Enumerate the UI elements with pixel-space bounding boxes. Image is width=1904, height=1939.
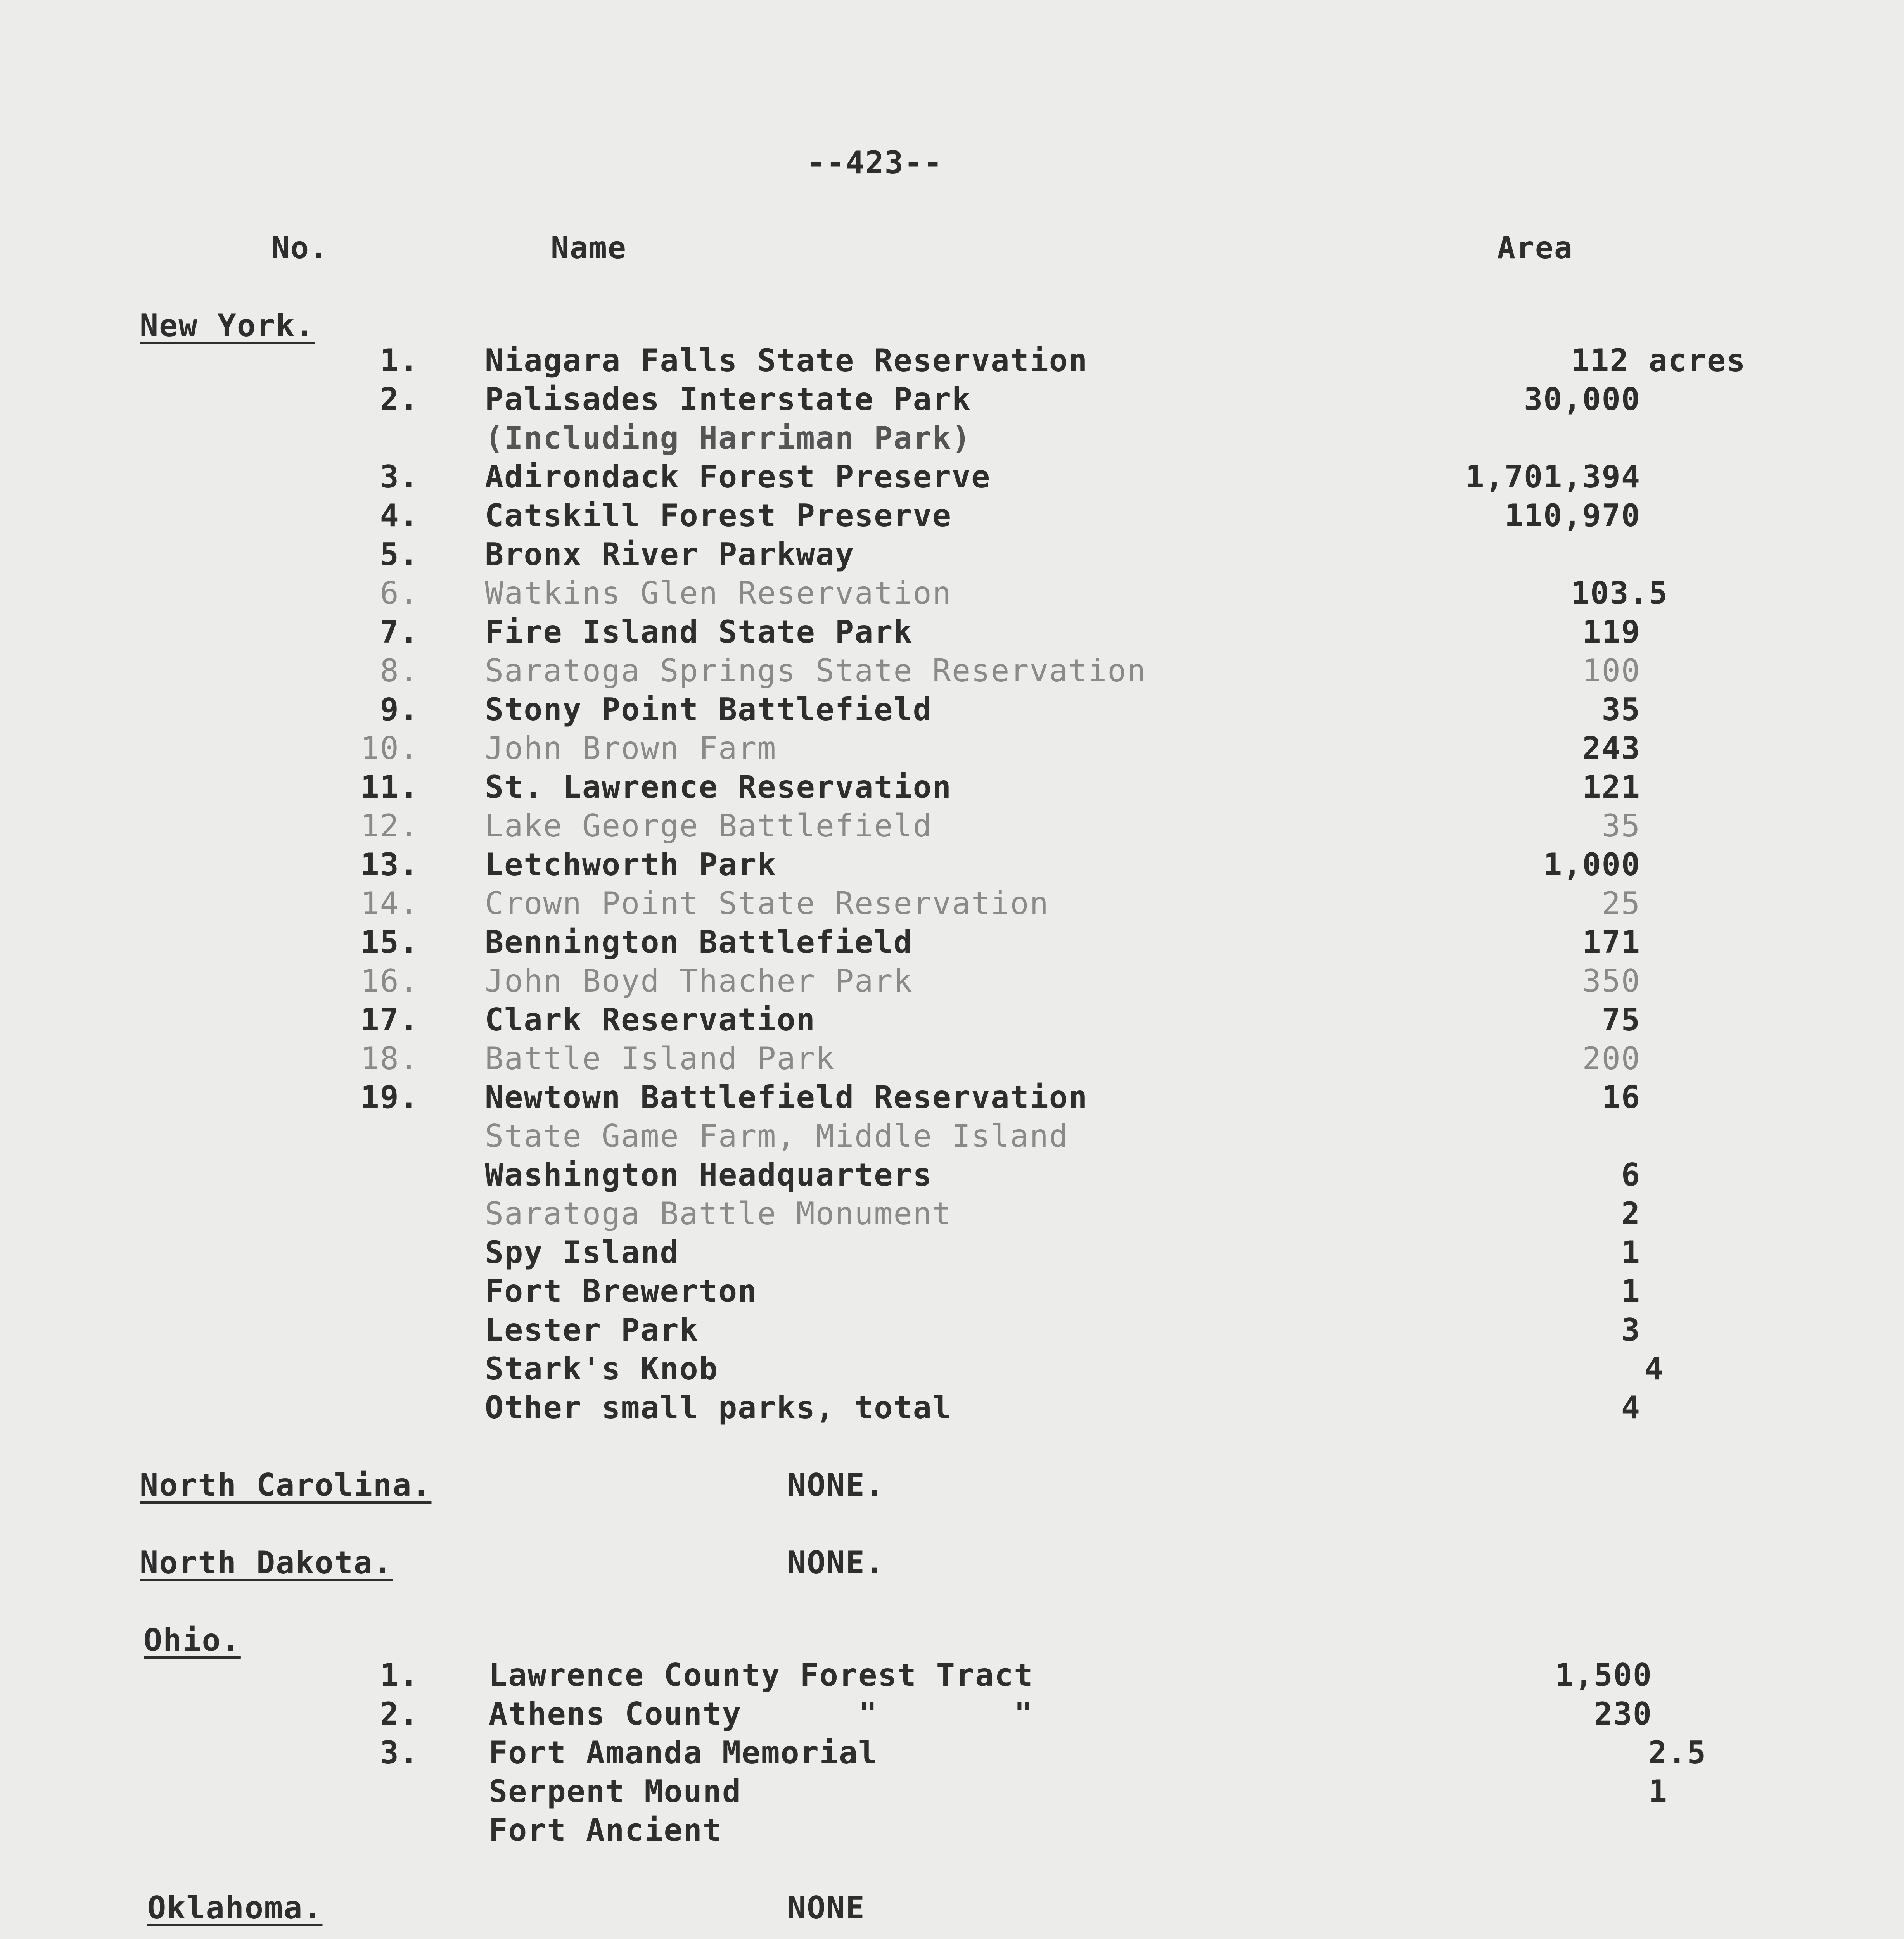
entry-name: Fire Island State Park [485,614,913,650]
entry-area: 1 [1621,1273,1641,1309]
entry-area: 100 [1582,653,1641,689]
entry-area: 171 [1582,924,1641,960]
entry-name: St. Lawrence Reservation [485,769,952,805]
state-heading-north-carolina: North Carolina. [140,1467,432,1503]
entry-name: Watkins Glen Reservation [485,575,952,611]
entry-number: 4. [380,498,419,534]
entry-name: Washington Headquarters [485,1157,932,1193]
entry-name: Other small parks, total [485,1389,952,1426]
entry-name: Stark's Knob [485,1351,718,1387]
entry-number: 8. [380,653,419,689]
entry-name: State Game Farm, Middle Island [485,1118,1069,1154]
entry-number: 1. [380,1657,419,1693]
entry-area: 1,000 [1543,847,1641,883]
entry-area: 30,000 [1524,381,1641,417]
entry-name: Letchworth Park [485,847,777,883]
entry-name: Niagara Falls State Reservation [485,342,1088,378]
entry-number: 18. [360,1040,419,1077]
entry-number: 12. [360,808,419,844]
entry-number: 3. [380,1735,419,1771]
entry-area: 200 [1582,1040,1641,1077]
north-dakota-none: NONE. [787,1545,885,1581]
entry-name: Newtown Battlefield Reservation [485,1079,1088,1115]
entry-number: 5. [380,536,419,572]
state-heading-ohio: Ohio. [144,1622,241,1658]
entry-area: 4 [1644,1351,1664,1387]
state-heading-north-dakota: North Dakota. [140,1545,393,1581]
entry-name: Saratoga Battle Monument [485,1196,952,1232]
entry-area: 2.5 [1648,1735,1707,1771]
entry-number: 2. [380,381,419,417]
header-name: Name [551,231,627,266]
entry-name: Athens County " " [489,1696,1034,1732]
entry-name: Lake George Battlefield [485,808,932,844]
entry-number: 6. [380,575,419,611]
entry-name: John Brown Farm [485,730,777,766]
entry-number: 1. [380,342,419,378]
entry-name: Saratoga Springs State Reservation [485,653,1147,689]
entry-area: 16 [1601,1079,1641,1115]
entry-name: Lawrence County Forest Tract [489,1657,1034,1693]
entry-number: 17. [360,1002,419,1038]
oklahoma-none: NONE [787,1890,865,1926]
entry-area: 1 [1621,1234,1641,1270]
entry-area: 35 [1601,808,1641,844]
entry-area: 243 [1582,730,1641,766]
entry-number: 19. [360,1079,419,1115]
entry-area: 1 [1648,1773,1668,1809]
entry-area: 1,701,394 [1465,459,1641,495]
entry-area: 4 [1621,1389,1641,1426]
entry-area: 6 [1621,1157,1641,1193]
entry-name: Catskill Forest Preserve [485,498,952,534]
entry-number: 10. [360,730,419,766]
entry-name-continuation: (Including Harriman Park) [485,420,972,456]
entry-name: Palisades Interstate Park [485,381,972,417]
entry-name: Fort Ancient [489,1812,722,1848]
entry-area: 230 [1594,1696,1652,1732]
entry-name: Fort Amanda Memorial [489,1735,878,1771]
entry-name: Crown Point State Reservation [485,885,1049,921]
entry-name: Battle Island Park [485,1040,835,1077]
entry-area: 119 [1582,614,1641,650]
entry-name: Serpent Mound [489,1773,742,1809]
state-heading-new-york: New York. [140,308,315,344]
entry-number: 16. [360,963,419,999]
entry-number: 3. [380,459,419,495]
entry-number: 11. [360,769,419,805]
north-carolina-none: NONE. [787,1467,885,1503]
entry-number: 13. [360,847,419,883]
entry-area: 2 [1621,1196,1641,1232]
entry-number: 7. [380,614,419,650]
entry-area: 35 [1601,691,1641,728]
entry-name: Adirondack Forest Preserve [485,459,991,495]
entry-area: 103.5 [1571,575,1668,611]
entry-area: 121 [1582,769,1641,805]
entry-name: Bronx River Parkway [485,536,855,572]
entry-area: 350 [1582,963,1641,999]
entry-name: Bennington Battlefield [485,924,913,960]
entry-number: 2. [380,1696,419,1732]
entry-number: 14. [360,885,419,921]
entry-name: Stony Point Battlefield [485,691,932,728]
entry-area: 1,500 [1555,1657,1652,1693]
entry-number: 15. [360,924,419,960]
entry-name: Lester Park [485,1312,699,1348]
entry-area: 75 [1601,1002,1641,1038]
entry-name: Fort Brewerton [485,1273,757,1309]
entry-number: 9. [380,691,419,728]
entry-name: Clark Reservation [485,1002,816,1038]
state-heading-oklahoma: Oklahoma. [147,1890,323,1926]
entry-area: 25 [1601,885,1641,921]
entry-area: 3 [1621,1312,1641,1348]
entry-name: Spy Island [485,1234,680,1270]
entry-name: John Boyd Thacher Park [485,963,913,999]
entry-area: 110,970 [1504,498,1641,534]
page-number: --423-- [807,145,943,181]
header-no: No. [272,231,329,266]
header-area: Area [1497,231,1573,266]
entry-area: 112 acres [1571,342,1746,378]
